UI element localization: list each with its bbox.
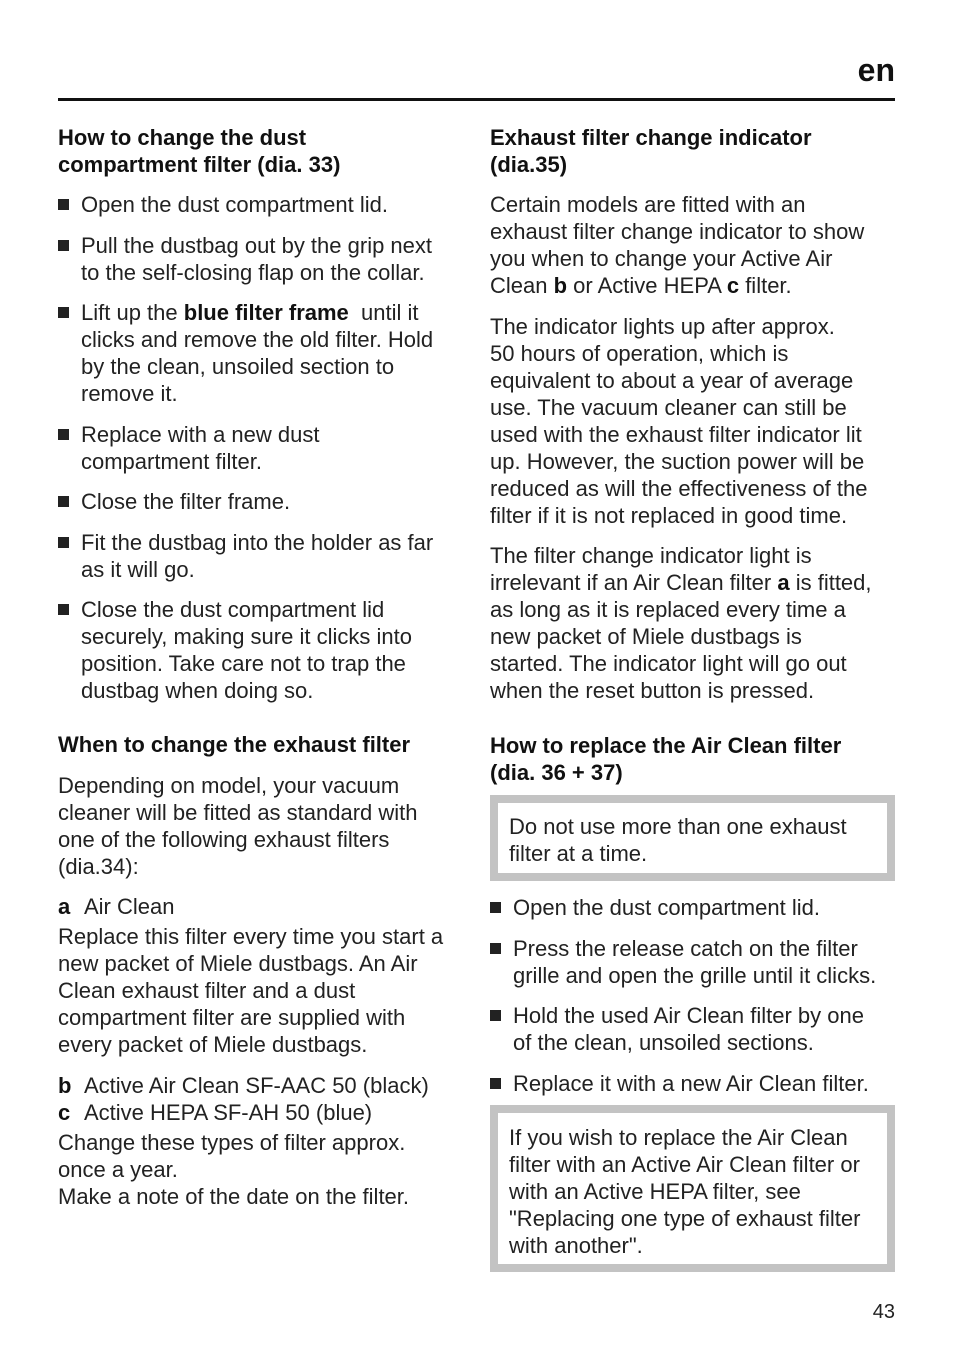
exhaust-filter-intro: Depending on model, your vacuum cleaner will be fitted as standard with one of the following exhaust filters (dia.34): — [58, 772, 418, 879]
list-item — [490, 935, 895, 989]
filter-name: Active Air Clean SF-AAC 50 (black) — [84, 1072, 429, 1098]
bullet-square-icon — [58, 307, 69, 318]
paragraph-emphasis: b — [553, 273, 568, 298]
active-filter-note: Change these types of filter approx. once a year. Make a note of the date on the filter. — [58, 1129, 410, 1209]
exhaust-filter-heading: When to change the exhaust filter — [58, 732, 411, 757]
list-item — [58, 232, 458, 286]
exhaust-filter-section — [58, 731, 458, 1210]
bullet-square-icon — [58, 496, 69, 507]
paragraph-emphasis: c — [726, 273, 740, 298]
paragraph-text: is fitted, as long as it is replaced every time a new packet of Miele dustbags is started. The indicator light will go out when the reset button is pressed. — [490, 570, 872, 703]
step-text: Open the dust compartment lid. — [513, 895, 820, 920]
change-indicator-intro — [490, 191, 895, 299]
bullet-square-icon — [58, 604, 69, 615]
paragraph-emphasis: a — [777, 570, 790, 595]
step-emphasis: blue filter frame — [183, 300, 349, 325]
indicator-irrelevant-text — [490, 542, 895, 704]
change-indicator-heading: Exhaust filter change indicator (dia.35) — [490, 124, 812, 177]
warning-box: Do not use more than one exhaust filter at a time. — [490, 795, 895, 881]
list-item — [490, 1070, 895, 1097]
step-text: Close the filter frame. — [81, 489, 291, 514]
page-number: 43 — [872, 1301, 895, 1323]
filter-name: Active HEPA SF-AH 50 (blue) — [84, 1099, 373, 1125]
replace-air-clean-section — [490, 732, 895, 1272]
list-item — [58, 596, 458, 704]
indicator-lights-up-text: The indicator lights up after approx. 50 hours of operation, which is equivalent to about a year of average use. The vacuum cleaner can still be used with the exhaust filter indicator lit up. However, the suction power will be reduced as will the effectiveness of the filter if it is not replaced in good time. — [490, 313, 868, 528]
replace-air-clean-heading: How to replace the Air Clean filter (dia. 36 + 37) — [490, 733, 842, 785]
filter-key: c — [58, 1099, 71, 1125]
paragraph-text: The filter change indicator light is irrelevant if an Air Clean filter — [490, 543, 812, 595]
list-item — [58, 299, 458, 407]
step-text: Fit the dustbag into the holder as far as it will go. — [81, 529, 434, 582]
filter-key: b — [58, 1072, 72, 1098]
paragraph-text: Certain models are fitted with an exhaust filter change indicator to show you when to change your Active Air Clean — [490, 192, 865, 298]
step-text: Replace it with a new Air Clean filter. — [513, 1070, 869, 1096]
note-box: If you wish to replace the Air Clean filter with an Active Air Clean filter or with an Active HEPA filter, see "Replacing one type of exhaust filter with another". — [490, 1105, 895, 1272]
step-text: Press the release catch on the filter grille and open the grille until it clicks. — [513, 935, 877, 988]
bullet-square-icon — [490, 1010, 501, 1021]
bullet-square-icon — [490, 943, 501, 954]
list-item — [58, 191, 458, 218]
dust-filter-steps — [58, 191, 458, 704]
filter-option-a — [58, 893, 458, 920]
filter-option-b — [58, 1072, 458, 1099]
step-text: Lift up the — [81, 300, 184, 325]
air-clean-note: Replace this filter every time you start a new packet of Miele dustbags. An Air Clean exhaust filter and a dust compartment filter are supplied with every packet of Miele dustbags. — [58, 924, 444, 1057]
step-text: Pull the dustbag out by the grip next to the self-closing flap on the collar. — [81, 232, 433, 285]
left-column — [58, 124, 458, 1210]
filter-key: a — [58, 894, 71, 919]
bullet-square-icon — [490, 902, 501, 913]
bullet-square-icon — [58, 537, 69, 548]
bullet-square-icon — [58, 240, 69, 251]
language-code: en — [857, 52, 895, 88]
bullet-square-icon — [58, 429, 69, 440]
step-text: Hold the used Air Clean filter by one of the clean, unsoiled sections. — [513, 1003, 864, 1055]
bullet-square-icon — [490, 1078, 501, 1089]
dust-filter-heading: How to change the dust compartment filter (dia. 33) — [58, 124, 341, 177]
list-item — [490, 1002, 895, 1056]
list-item — [490, 894, 895, 921]
filter-option-c — [58, 1099, 458, 1126]
step-text: until it clicks and remove the old filter. Hold by the clean, unsoiled section to remove it. — [81, 300, 434, 406]
header-rule — [58, 98, 895, 101]
list-item — [58, 421, 458, 475]
step-text: Close the dust compartment lid securely, making sure it clicks into position. Take care not to trap the dustbag when doing so. — [81, 597, 412, 703]
change-indicator-section — [490, 124, 895, 705]
list-item — [58, 529, 458, 583]
paragraph-text: or Active HEPA — [567, 273, 727, 298]
paragraph-text: filter. — [739, 273, 792, 298]
replace-air-clean-steps — [490, 894, 895, 1097]
list-item — [58, 488, 458, 515]
step-text: Open the dust compartment lid. — [81, 192, 388, 217]
step-text: Replace with a new dust compartment filter. — [81, 421, 320, 474]
filter-name: Air Clean — [84, 894, 175, 919]
bullet-square-icon — [58, 199, 69, 210]
right-column — [490, 124, 895, 1273]
dust-filter-section — [58, 124, 458, 705]
